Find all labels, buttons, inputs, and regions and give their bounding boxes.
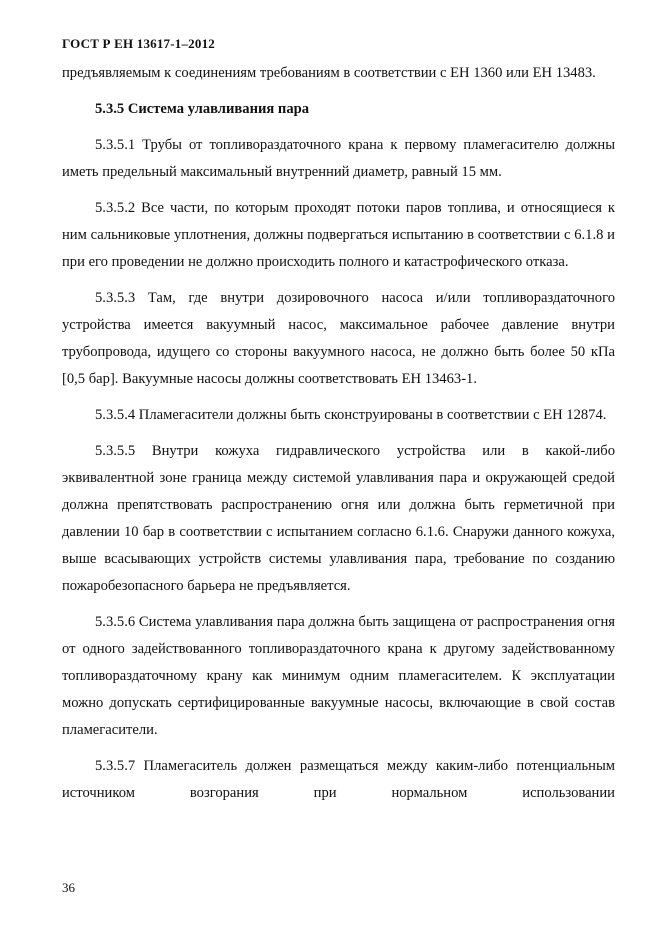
clause-5-3-5-6: 5.3.5.6 Система улавливания пара должна быть защищена от распространения огня от одного задействованного топливораздаточного крана к другому задействованному топливораздаточному крану как минимум одним пламегасителем. К эксплуатации можно допускать сертифицированные вакуумные насосы, включающие в свой состав пламегасители.: [62, 614, 615, 738]
clause-5-3-5-3: 5.3.5.3 Там, где внутри дозировочного насоса и/или топливораздаточного устройства имеется вакуумный насос, максимальное рабочее давление внутри трубопровода, идущего со стороны вакуумного насоса, не должно быть более 50 кПа [0,5 бар]. Вакуумные насосы должны соответствовать ЕН 13463-1.: [62, 290, 615, 387]
section-heading: 5.3.5 Система улавливания пара: [95, 101, 310, 117]
clause-5-3-5-2: 5.3.5.2 Все части, по которым проходят потоки паров топлива, и относящиеся к ним сальниковые уплотнения, должны подвергаться испытанию в соответствии с 6.1.8 и при его проведении не должно происходить полного и катастрофического отказа.: [62, 200, 615, 270]
clause-5-3-5-7: 5.3.5.7 Пламегаситель должен размещаться между каким-либо потенциальным источником возгорания при нормальном использовании: [62, 758, 615, 801]
page-number: 36: [62, 880, 75, 895]
clause-5-3-5-1: 5.3.5.1 Трубы от топливораздаточного крана к первому пламегасителю должны иметь предельный максимальный внутренний диаметр, равный 15 мм.: [62, 137, 615, 180]
clause-5-3-5-5: 5.3.5.5 Внутри кожуха гидравлического устройства или в какой-либо эквивалентной зоне граница между системой улавливания пара и окружающей средой должна препятствовать распространению огня или должна быть герметичной при давлении 10 бар в соответствии с испытанием согласно 6.1.6. Снаружи данного кожуха, выше всасывающих устройств системы улавливания пара, требование по созданию пожаробезопасного барьера не предъявляется.: [62, 443, 615, 594]
page-body: [62, 60, 615, 807]
document-header: ГОСТ Р ЕН 13617-1–2012: [62, 36, 215, 51]
intro-paragraph: предъявляемым к соединениям требованиям в соответствии с ЕН 1360 или ЕН 13483.: [62, 65, 596, 81]
clause-5-3-5-4: 5.3.5.4 Пламегасители должны быть сконструированы в соответствии с ЕН 12874.: [95, 407, 607, 423]
